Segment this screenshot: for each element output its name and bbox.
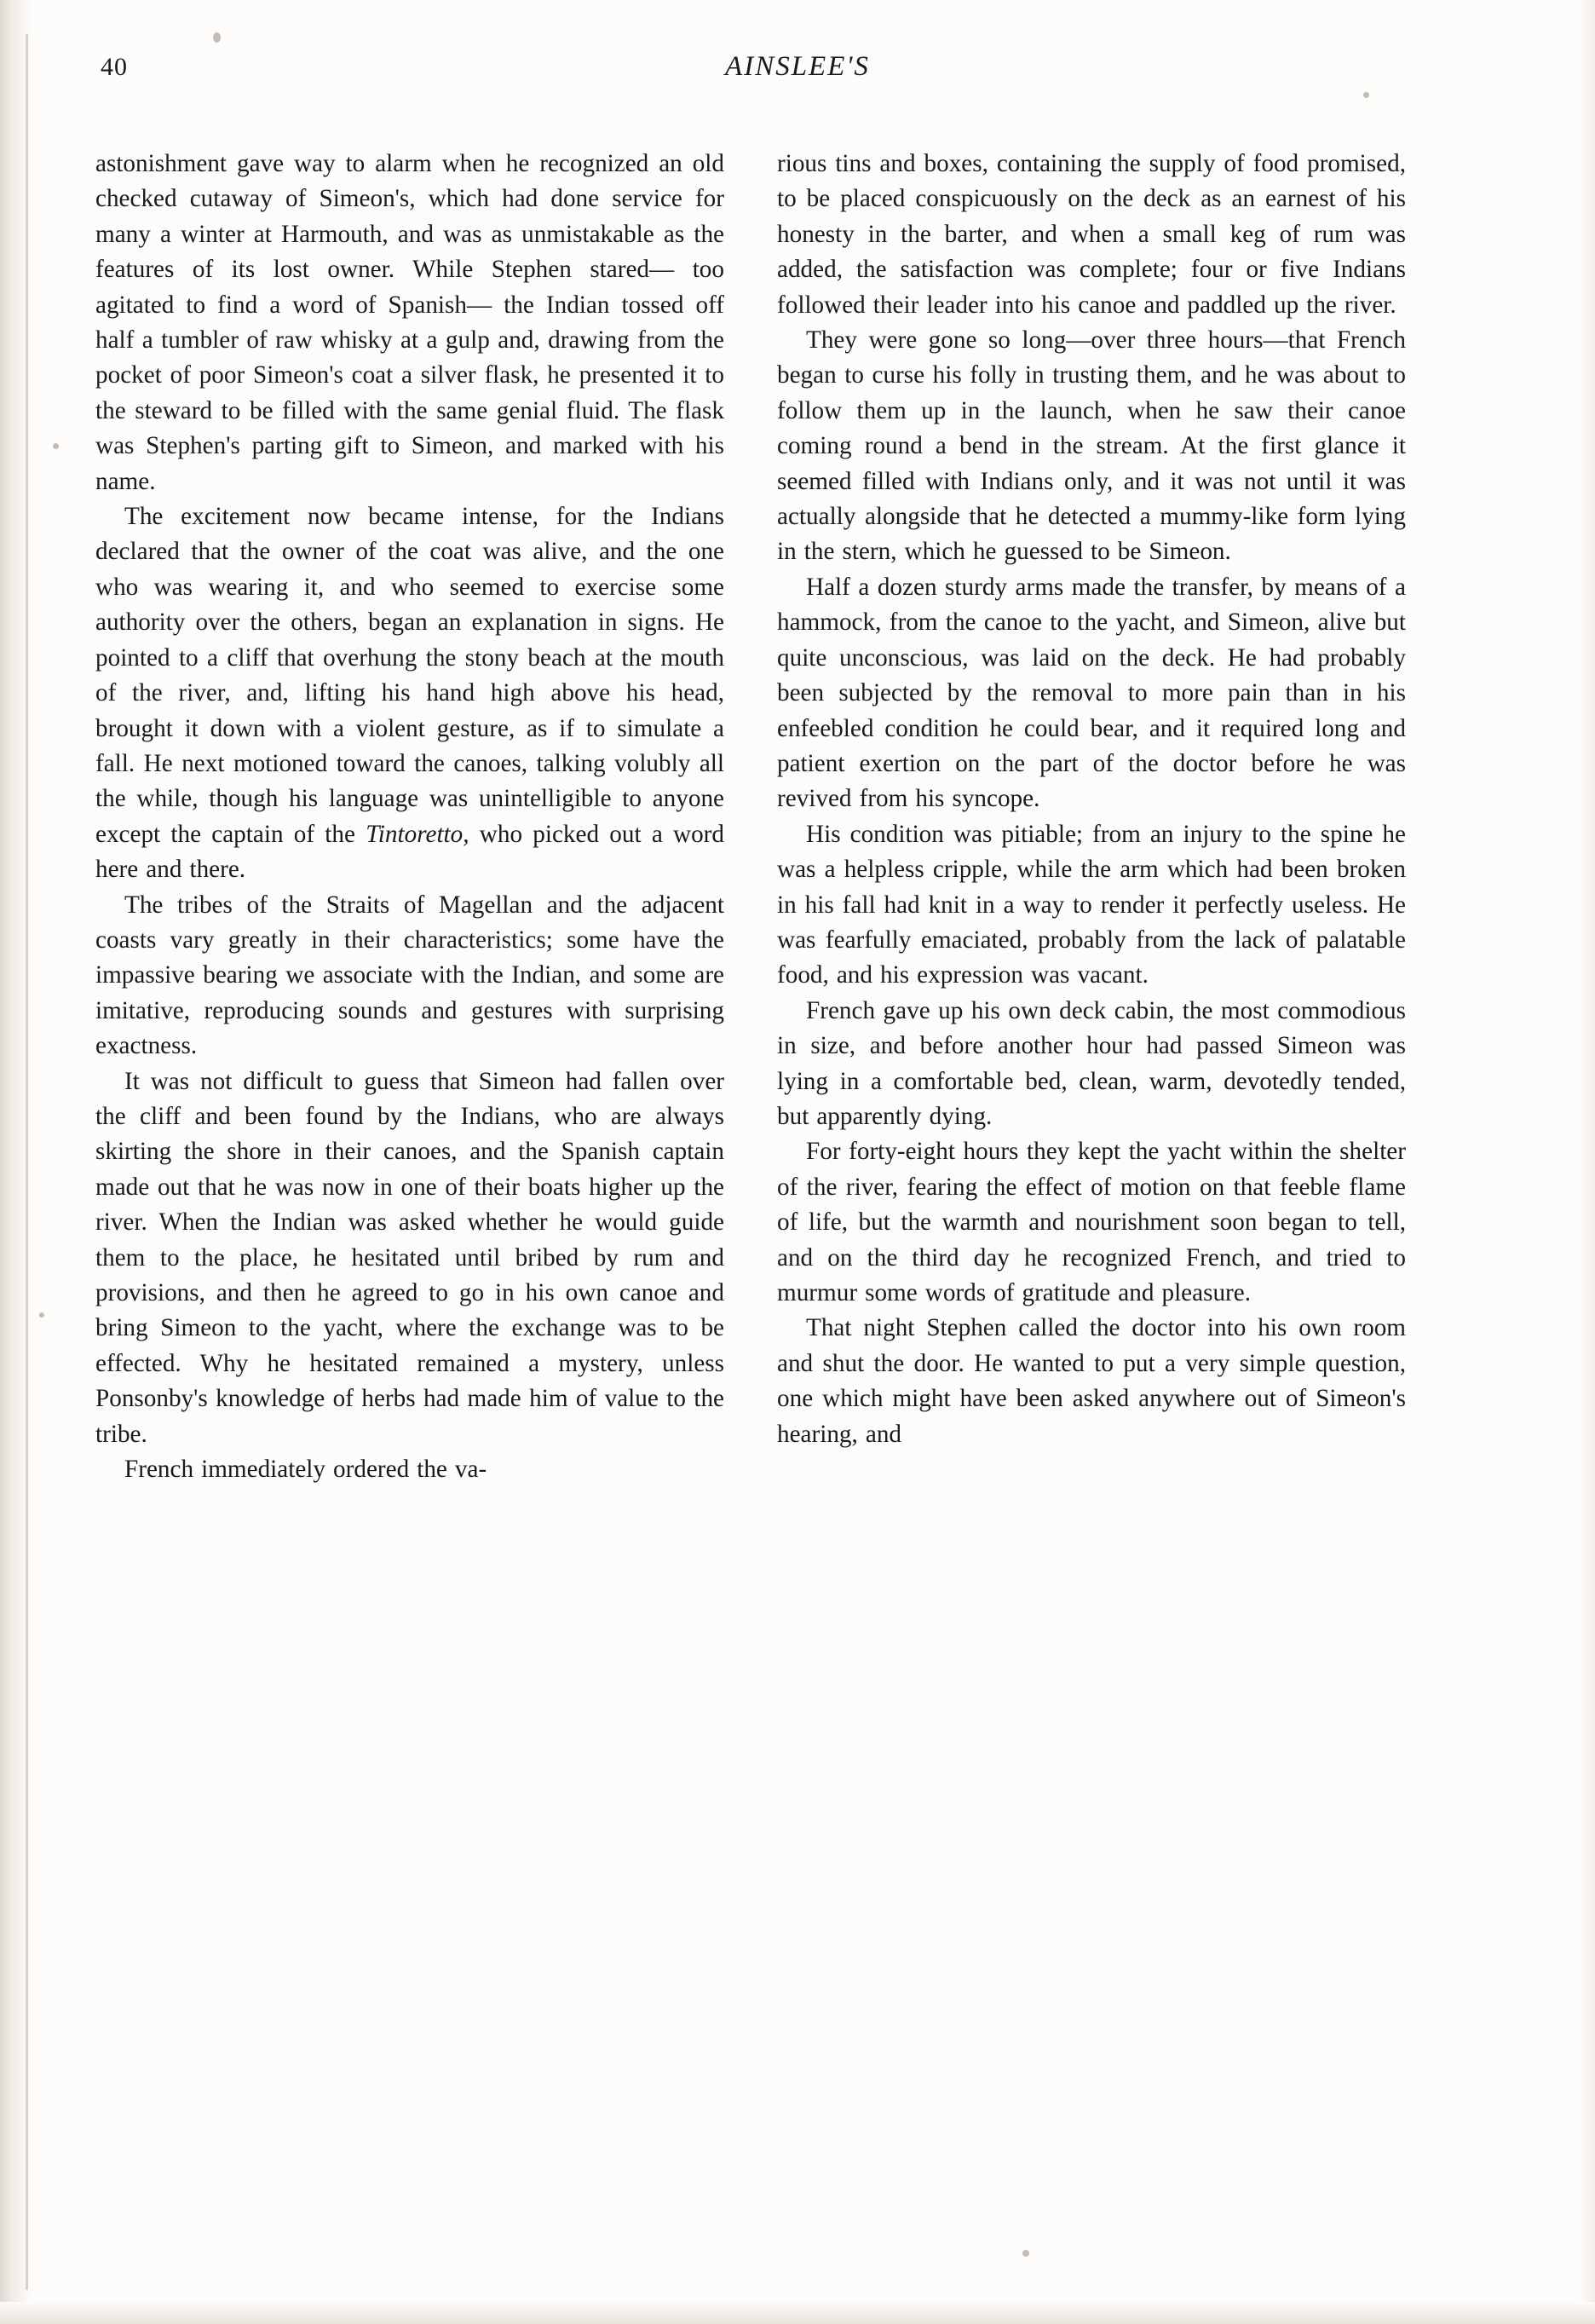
paragraph: They were gone so long—over three hours—that French began to curse his folly in trusting them, and he was about to follow them up in the launch, when he saw their canoe coming round a bend in the stream. At the first glance it seemed filled with Indians only, and it was not until it was actually alongside that he detected a mummy-like form lying in the stern, which he guessed to be Simeon. [777,326,1406,566]
page-bottom-edge-shadow [0,2302,1595,2324]
paragraph: French gave up his own deck cabin, the most commodious in size, and before another hour had passed Simeon was lying in a comfortable bed, clean, warm, devotedly tended, but apparently dying. [777,996,1406,1130]
scan-speck [213,32,221,43]
paragraph: French immediately ordered the va- [124,1456,487,1484]
page-right-edge-shadow [1580,0,1595,2324]
paragraph: astonishment gave way to alarm when he recognized an old checked cutaway of Simeon's, which had done service for many a winter at Harmouth, and was as unmistakable as the features of its lost owner. While Stephen stared— too agitated to find a word of Spanish— the Indian tossed off half a tumbler of raw whisky at a gulp and, drawing from the pocket of poor Simeon's coat a silver flask, he presented it to the steward to be filled with the same genial fluid. The flask was Stephen's parting gift to Simeon, and marked with his name. [95,150,724,495]
scan-speck [53,443,59,449]
paragraph: Half a dozen sturdy arms made the transfer, by means of a hammock, from the canoe to the yacht, and Simeon, alive but quite unconscious, was laid on the deck. He had probably been subjected by the removal to more pain than in his enfeebled condition he could bear, and it required long and patient exertion on the part of the doctor before he was revived from his syncope. [777,573,1406,813]
page-gutter-line [26,34,28,2290]
right-column [777,147,1406,1487]
paragraph: For forty-eight hours they kept the yacht within the shelter of the river, fearing the effect of motion on that feeble flame of life, but the warmth and nourishment soon began to tell, and on the third day he recognized French, and tried to murmur some words of gratitude and pleasure. [777,1138,1406,1306]
paragraph: His condition was pitiable; from an injury to the spine he was a helpless cripple, while the arm which had been broken in his fall had knit in a way to render it perfectly useless. He was fearfully emaciated, probably from the lack of palatable food, and his expression was vacant. [777,820,1406,989]
paragraph: The tribes of the Straits of Magellan and the adjacent coasts vary greatly in their characteristics; some have the impassive bearing we associate with the Indian, and some are imitative, reproducing sounds and gestures with surprising exactness. [95,891,724,1060]
scan-speck [1022,2250,1029,2257]
scan-speck [39,1312,44,1318]
paragraph: rious tins and boxes, containing the supply of food promised, to be placed conspicuously on the deck as an earnest of his honesty in the barter, and when a small keg of rum was added, the satisfaction was complete; four or five Indians followed their leader into his canoe and paddled up the river. [777,150,1406,319]
paragraph: That night Stephen called the doctor into his own room and shut the door. He wanted to put a very simple question, one which might have been asked anywhere out of Simeon's hearing, and [777,1314,1406,1448]
paragraph: It was not difficult to guess that Simeon had fallen over the cliff and been found by the Indians, who are always skirting the shore in their canoes, and the Spanish captain made out that he was now in one of their boats higher up the river. When the Indian was asked whether he would guide them to the place, he hesitated until bribed by rum and provisions, and then he agreed to go in his own canoe and bring Simeon to the yacht, where the exchange was to be effected. Why he hesitated remained a mystery, unless Ponsonby's knowledge of herbs had made him of value to the tribe. [95,1067,724,1448]
body-columns [95,147,1544,1487]
paragraph: The excitement now became intense, for the Indians declared that the owner of the coat was alive, and the one who was wearing it, and who seemed to exercise some authority over the others, began an explanation in signs. He pointed to a cliff that overhung the stony beach at the mouth of the river, and, lifting his hand high above his head, brought it down with a violent gesture, as if to simulate a fall. He next motioned toward the canoes, talking volubly all the while, though his language was unintelligible to anyone except the captain of the Tintoretto, who picked out a word here and there. [95,503,724,884]
page-folio: 40 [101,53,128,81]
ship-name-italic: Tintoretto, [366,820,469,848]
page-header [94,53,1501,94]
magazine-title: AINSLEE'S [725,51,870,82]
left-column [95,147,724,1487]
